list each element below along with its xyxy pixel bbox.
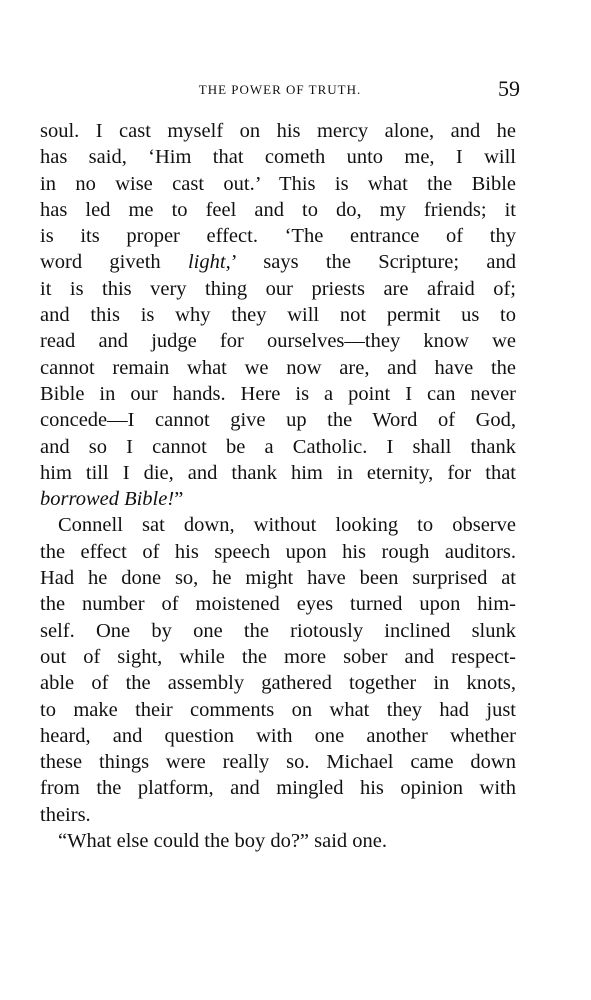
paragraph-start-line: Connell sat down, without looking to observe bbox=[58, 514, 516, 537]
text-line: concede—I cannot give up the Word of God, bbox=[40, 409, 516, 432]
text-line: able of the assembly gathered together in knots, bbox=[40, 672, 516, 695]
text-segment: ’ says the Scripture; and bbox=[230, 251, 516, 274]
text-line: is its proper effect. ‘The entrance of thy bbox=[40, 225, 516, 248]
text-line: out of sight, while the more sober and respect- bbox=[40, 645, 516, 668]
paragraph-start-line: “What else could the boy do?” said one. bbox=[58, 830, 388, 853]
italic-borrowed-bible: borrowed Bible! bbox=[40, 488, 175, 511]
text-line: soul. I cast myself on his mercy alone, and he bbox=[40, 120, 516, 142]
text-line: these things were really so. Michael came down bbox=[40, 751, 516, 774]
text-line: heard, and question with one another whether bbox=[40, 724, 516, 747]
running-title: THE POWER OF TRUTH. bbox=[198, 82, 362, 97]
text-line: Had he done so, he might have been surprised at bbox=[40, 567, 516, 590]
text-line: him till I die, and thank him in eternity, for that bbox=[40, 461, 516, 484]
text-line: self. One by one the riotously inclined slunk bbox=[40, 619, 516, 642]
text-segment: word giveth bbox=[40, 251, 188, 274]
running-head bbox=[40, 76, 520, 100]
text-line: the effect of his speech upon his rough auditors. bbox=[40, 540, 516, 563]
text-line: and this is why they will not permit us to bbox=[40, 304, 516, 327]
body-text bbox=[40, 118, 516, 854]
text-line: Bible in our hands. Here is a point I can never bbox=[40, 382, 516, 405]
text-line: has led me to feel and to do, my friends; it bbox=[40, 198, 516, 221]
text-line: from the platform, and mingled his opinion with bbox=[40, 777, 516, 800]
closing-quote: ” bbox=[174, 488, 184, 511]
italic-light: light, bbox=[187, 251, 231, 274]
text-line: to make their comments on what they had just bbox=[40, 698, 516, 721]
text-line: in no wise cast out.’ This is what the Bible bbox=[40, 172, 516, 195]
text-line: read and judge for ourselves—they know we bbox=[40, 330, 516, 353]
page-number: 59 bbox=[498, 76, 520, 101]
text-line: cannot remain what we now are, and have the bbox=[40, 356, 516, 379]
text-line-with-italic bbox=[40, 486, 516, 512]
text-line: the number of moistened eyes turned upon him- bbox=[40, 593, 516, 616]
text-line: and so I cannot be a Catholic. I shall thank bbox=[40, 435, 516, 458]
text-line: has said, ‘Him that cometh unto me, I will bbox=[40, 146, 516, 169]
text-line-with-italic bbox=[40, 249, 516, 275]
text-line: it is this very thing our priests are afraid of; bbox=[40, 277, 516, 300]
text-line: theirs. bbox=[40, 803, 91, 826]
